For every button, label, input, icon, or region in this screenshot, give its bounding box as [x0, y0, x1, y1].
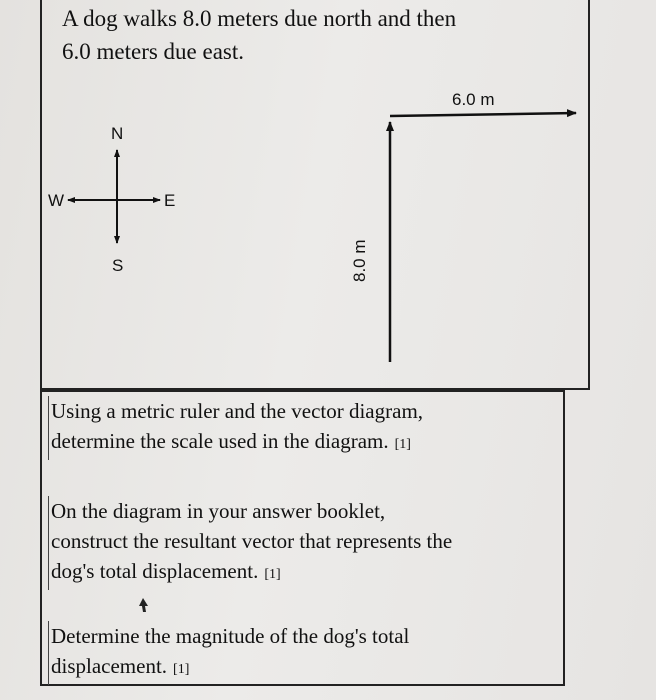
- question-2-line-3: dog's total displacement.: [51, 559, 259, 583]
- question-resultant: [48, 496, 548, 590]
- question-3-line-1: Determine the magnitude of the dog's total: [48, 621, 548, 651]
- question-magnitude: [48, 621, 548, 685]
- question-1-line-1: Using a metric ruler and the vector diagram,: [48, 396, 548, 426]
- question-2-line-2: construct the resultant vector that represents the: [48, 526, 548, 556]
- question-1-line-2: determine the scale used in the diagram.: [51, 429, 389, 453]
- question-2-marks: [1]: [264, 567, 281, 582]
- compass-north-label: N: [111, 124, 124, 143]
- problem-line-1: A dog walks 8.0 meters due north and then: [62, 6, 457, 31]
- north-vector-label: 8.0 m: [350, 239, 369, 282]
- question-2-line-3-wrap: [48, 556, 548, 590]
- compass-east-label: E: [164, 191, 176, 210]
- east-vector-label: 6.0 m: [452, 90, 495, 109]
- question-3-marks: [1]: [173, 662, 190, 677]
- question-1-line-2-wrap: [48, 426, 548, 460]
- question-3-line-2: displacement.: [51, 654, 168, 678]
- question-2-line-1: On the diagram in your answer booklet,: [48, 496, 548, 526]
- question-scale: [48, 396, 548, 460]
- problem-line-2: 6.0 meters due east.: [62, 39, 245, 64]
- question-3-line-2-wrap: [48, 651, 548, 685]
- compass-rose: [48, 124, 175, 275]
- east-vector: [390, 113, 576, 116]
- compass-west-label: W: [48, 191, 65, 210]
- question-1-marks: [1]: [394, 437, 411, 452]
- compass-south-label: S: [112, 256, 124, 275]
